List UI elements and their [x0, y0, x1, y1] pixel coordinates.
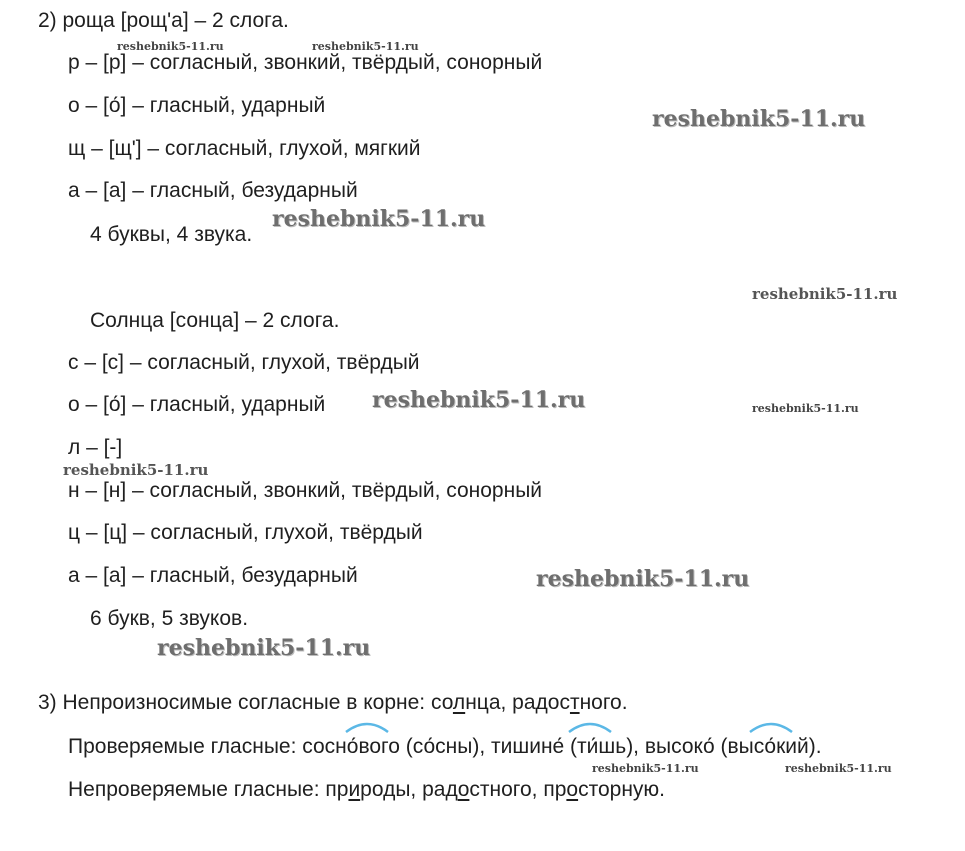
phonetic-line-a: а – [а] – гласный, безударный: [68, 179, 358, 202]
word2-header: Солнца [сонца] – 2 слога.: [90, 309, 340, 332]
watermark: reshebnik5-11.ru: [372, 387, 586, 413]
underlined-letter: о: [457, 778, 470, 801]
watermark: reshebnik5-11.ru: [592, 762, 699, 775]
phonetic-line-s: с – [с] – согласный, глухой, твёрдый: [68, 351, 420, 374]
phonetic-line-r: р – [р] – согласный, звонкий, твёрдый, сонорный: [68, 51, 543, 74]
watermark: reshebnik5-11.ru: [272, 206, 486, 232]
watermark: reshebnik5-11.ru: [312, 40, 419, 53]
section3-line2: Проверяемые гласные: сосно́вого (со́сны), тишине́ (ти́шь), высоко́ (высо́кий).: [68, 735, 822, 758]
watermark: reshebnik5-11.ru: [117, 40, 224, 53]
section3-line3: Непроверяемые гласные: природы, радостного, просторную.: [68, 778, 666, 801]
watermark: reshebnik5-11.ru: [752, 402, 859, 415]
underlined-letter: о: [566, 778, 579, 801]
root-arc-icon: [344, 720, 390, 734]
watermark: reshebnik5-11.ru: [157, 635, 371, 661]
underlined-letter: и: [348, 778, 361, 801]
watermark: reshebnik5-11.ru: [63, 461, 209, 479]
watermark: reshebnik5-11.ru: [652, 106, 866, 132]
section2-header: 2) роща [рощ'а] – 2 слога.: [38, 9, 289, 32]
letters-sounds-count: 4 буквы, 4 звука.: [90, 223, 253, 246]
watermark: reshebnik5-11.ru: [785, 762, 892, 775]
root-arc-icon: [748, 720, 794, 734]
word2-count: 6 букв, 5 звуков.: [90, 607, 249, 630]
phonetic-line-ts: ц – [ц] – согласный, глухой, твёрдый: [68, 521, 423, 544]
underlined-letter: л: [452, 691, 466, 714]
phonetic-line-shch: щ – [щ'] – согласный, глухой, мягкий: [68, 137, 421, 160]
phonetic-line-o: о – [о́] – гласный, ударный: [68, 94, 326, 117]
phonetic-line-o2: о – [о́] – гласный, ударный: [68, 393, 326, 416]
watermark: reshebnik5-11.ru: [752, 285, 898, 303]
underlined-letter: т: [569, 691, 580, 714]
phonetic-line-l: л – [-]: [68, 436, 123, 459]
section3-line1: 3) Непроизносимые согласные в корне: солнца, радостного.: [38, 691, 628, 714]
phonetic-line-a2: а – [а] – гласный, безударный: [68, 564, 358, 587]
watermark: reshebnik5-11.ru: [536, 566, 750, 592]
root-arc-icon: [567, 720, 613, 734]
phonetic-line-n: н – [н] – согласный, звонкий, твёрдый, сонорный: [68, 479, 543, 502]
